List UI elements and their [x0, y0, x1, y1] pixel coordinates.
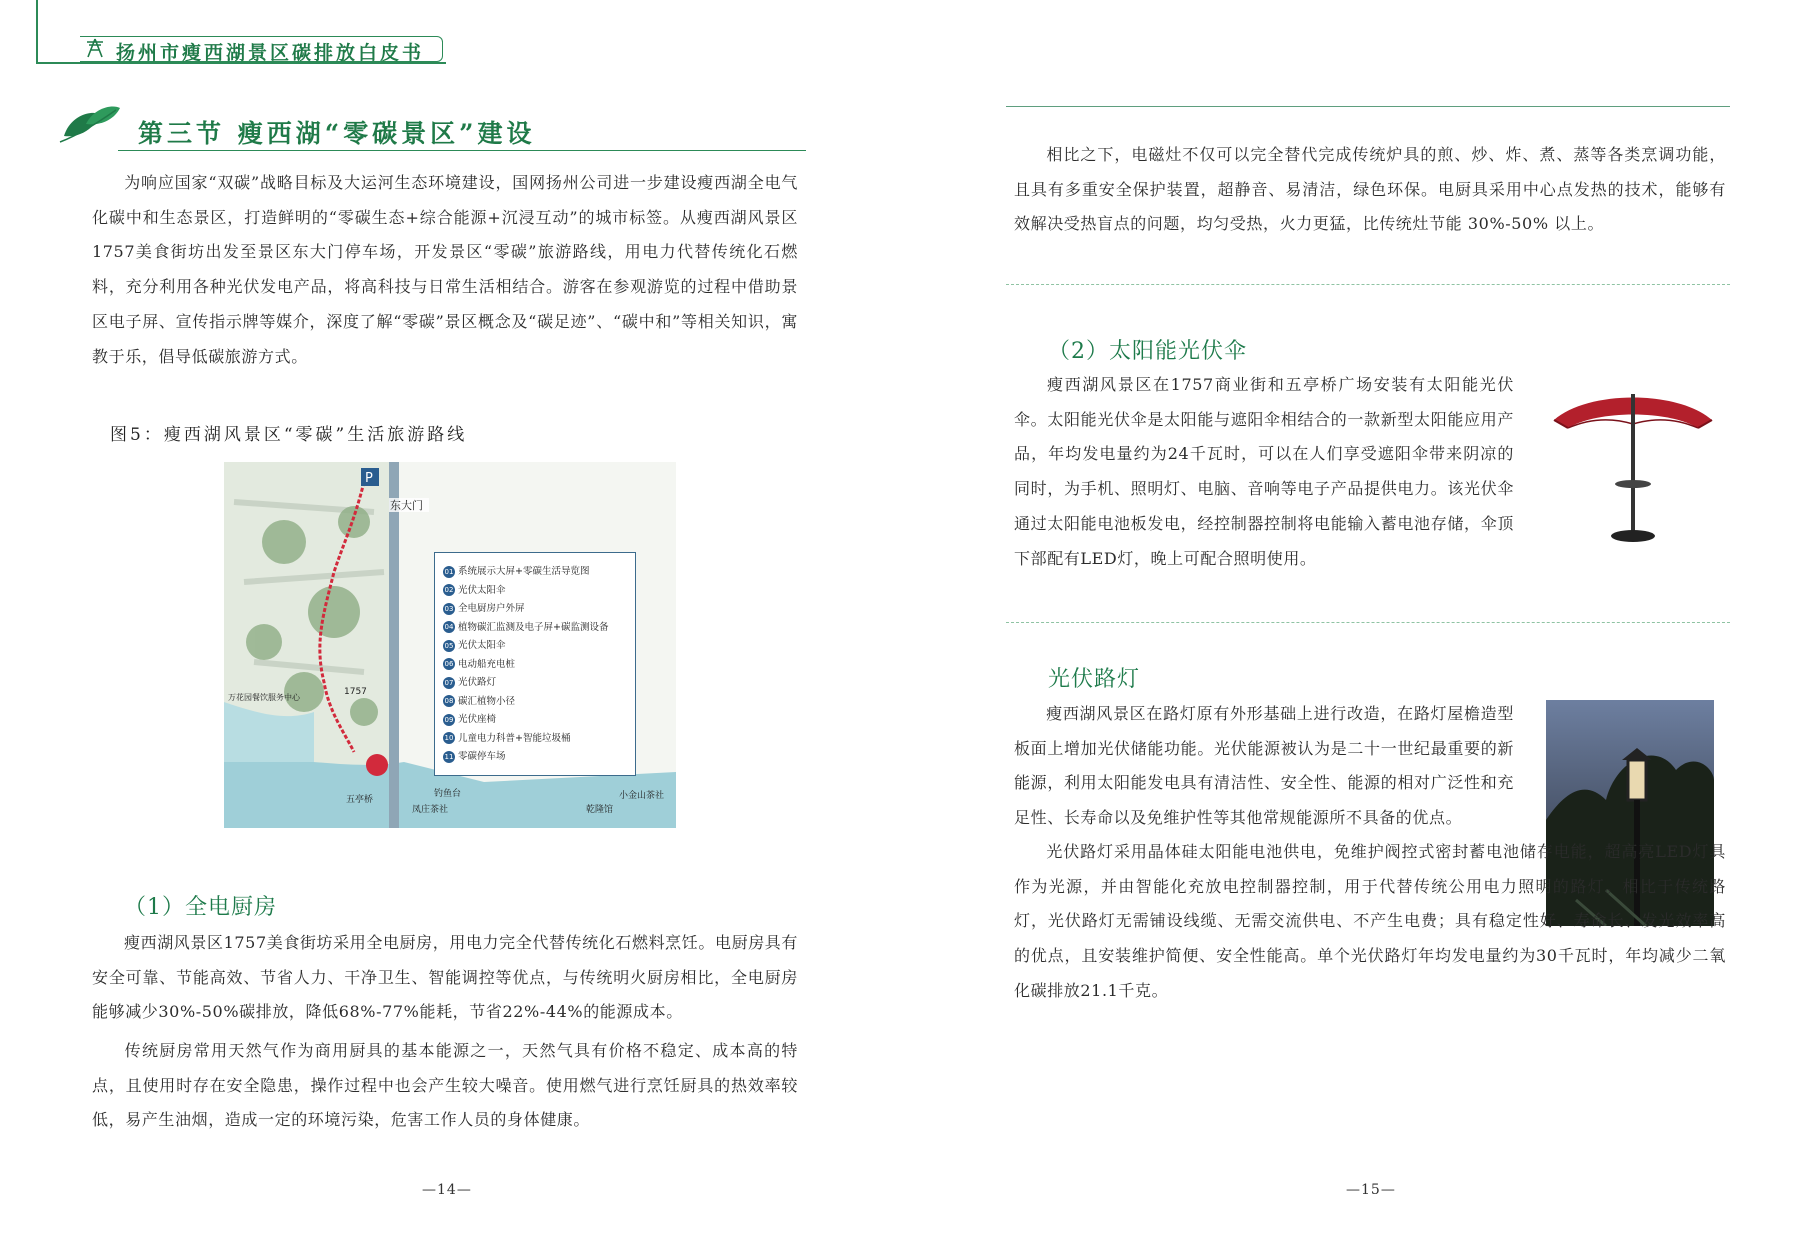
- legend-text: 植物碳汇监测及电子屏+碳监测设备: [458, 621, 609, 633]
- top-rule: [1006, 106, 1730, 107]
- legend-text: 光伏太阳伞: [458, 640, 506, 651]
- legend-number: 08: [444, 697, 454, 705]
- map-label-wanhua: 万花园餐饮服务中心: [228, 693, 300, 702]
- route-map: [224, 462, 676, 828]
- legend-text: 光伏座椅: [458, 714, 497, 725]
- map-label-fengting: 凤庄茶社: [412, 805, 449, 815]
- legend-item: [443, 656, 515, 671]
- legend-text: 光伏路灯: [458, 677, 497, 688]
- legend-number: 10: [444, 734, 454, 742]
- legend-text: 零碳停车场: [458, 751, 506, 762]
- legend-text: 儿童电力科普+智能垃圾桶: [458, 732, 571, 744]
- map-label-wuting: 五亭桥: [346, 795, 374, 805]
- figure-caption: 图5：瘦西湖风景区“零碳”生活旅游路线: [110, 425, 468, 445]
- intro-paragraph: 为响应国家“双碳”战略目标及大运河生态环境建设，国网扬州公司进一步建设瘦西湖全电气化碳中和生态景区，打造鲜明的“零碳生态+综合能源+沉浸互动”的城市标签。从瘦西湖风景区1757美食街坊出发至景区东大门停车场，开发景区“零碳”旅游路线，用电力代替传统化石燃料，充分利用各种光伏发电产品，将高科技与日常生活相结合。游客在参观游览的过程中借助景区电子屏、宣传指示牌等媒介，深度了解“零碳”景区概念及“碳足迹”、“碳中和”等相关知识，寓教于乐，倡导低碳旅游方式。: [92, 173, 798, 366]
- legend-text: 全电厨房户外屏: [458, 603, 525, 614]
- legend-number: 01: [444, 567, 454, 576]
- section-underline: [118, 150, 806, 151]
- legend-number: 04: [444, 623, 454, 631]
- streetlight-paragraph-2: 光伏路灯采用晶体硅太阳能电池供电，免维护阀控式密封蓄电池储存电能，超高亮LED灯具作为光源，并由智能化充放电控制器控制，用于代替传统公用电力照明的路灯。相比于传统路灯，光伏路灯无需铺设线缆、无需交流供电、不产生电费；具有稳定性好、寿命长、发光效率高的优点，且安装维护简便、安全性能高。单个光伏路灯年均发电量约为30千瓦时，年均减少二氧化碳排放21.1千克。: [1014, 842, 1726, 1000]
- kitchen-paragraph-2: 传统厨房常用天然气作为商用厨具的基本能源之一，天然气具有价格不稳定、成本高的特点，且使用时存在安全隐患，操作过程中也会产生较大噪音。使用燃气进行烹饪厨具的热效率较低，易产生油烟，造成一定的环境污染，危害工作人员的身体健康。: [92, 1041, 798, 1130]
- legend-number: 03: [444, 604, 454, 613]
- subheading-electric-kitchen: （1）全电厨房: [124, 895, 277, 920]
- legend-item: [443, 730, 570, 745]
- umbrella-paragraph: 瘦西湖风景区在1757商业街和五亭桥广场安装有太阳能光伏伞。太阳能光伏伞是太阳能与遮阳伞相结合的一款新型太阳能应用产品，年均发电量约为24千瓦时，可以在人们享受遮阳伞带来阴凉的同时，为手机、照明灯、电脑、音响等电子产品提供电力。该光伏伞通过太阳能电池板发电，经控制器控制将电能输入蓄电池存储，伞顶下部配有LED灯，晚上可配合照明使用。: [1014, 375, 1514, 568]
- streetlight-paragraph-1: 瘦西湖风景区在路灯原有外形基础上进行改造，在路灯屋檐造型板面上增加光伏储能功能。光伏能源被认为是二十一世纪最重要的新能源，利用太阳能发电具有清洁性、安全性、能源的相对广泛性和充足性、长寿命以及免维护性等其他常规能源所不具备的优点。: [1014, 704, 1514, 828]
- section-title: 第三节 瘦西湖“零碳景区”建设: [138, 119, 536, 148]
- legend-item: [443, 619, 608, 634]
- legend-item: [443, 674, 496, 689]
- legend-number: 05: [444, 641, 454, 650]
- divider-2: [1006, 622, 1730, 623]
- legend-item: [443, 563, 589, 578]
- map-label-qianlong: 乾隆馆: [586, 805, 614, 815]
- legend-text: 电动船充电桩: [458, 658, 516, 670]
- legend-item: [443, 582, 506, 597]
- legend-item: [443, 600, 525, 615]
- kitchen-paragraph-1: 瘦西湖风景区1757美食街坊采用全电厨房，用电力完全代替传统化石燃料烹饪。电厨房具有安全可靠、节能高效、节省人力、干净卫生、智能调控等优点，与传统明火厨房相比，全电厨房能够减少30%-50%碳排放，降低68%-77%能耗，节省22%-44%的能源成本。: [92, 933, 798, 1022]
- tower-icon: [84, 37, 106, 59]
- page-number-left: —14—: [422, 1182, 472, 1198]
- legend-number: 02: [444, 586, 454, 594]
- subheading-solar-streetlight: 光伏路灯: [1048, 667, 1141, 692]
- header-title: 扬州市瘦西湖景区碳排放白皮书: [116, 42, 425, 64]
- page-number-right: —15—: [1346, 1182, 1396, 1198]
- legend-item: [443, 711, 496, 726]
- subheading-solar-umbrella: （2）太阳能光伏伞: [1048, 339, 1247, 364]
- legend-item: [443, 748, 506, 763]
- map-label-xiaojinshan: 小金山茶社: [619, 791, 665, 801]
- solar-umbrella-image: [1548, 384, 1718, 546]
- legend-number: 07: [444, 678, 454, 687]
- legend-item: [443, 637, 506, 652]
- map-label-east-gate: 东大门: [390, 499, 423, 512]
- map-label-1757: 1757: [344, 687, 367, 697]
- map-label-diaoyutai: 钓鱼台: [434, 789, 462, 799]
- legend-text: 系统展示大屏+零碳生活导览图: [458, 566, 590, 577]
- map-legend: [434, 552, 636, 776]
- divider-1: [1006, 284, 1730, 285]
- legend-number: 09: [444, 715, 454, 724]
- legend-number: 06: [444, 660, 454, 668]
- svg-text:P: P: [365, 471, 373, 486]
- legend-item: [443, 693, 515, 708]
- legend-number: 11: [444, 752, 454, 761]
- induction-paragraph: 相比之下，电磁灶不仅可以完全替代完成传统炉具的煎、炒、炸、煮、蒸等各类烹调功能，且具有多重安全保护装置，超静音、易清洁，绿色环保。电厨具采用中心点发热的技术，能够有效解决受热盲点的问题，均匀受热，火力更猛，比传统灶节能 30%-50% 以上。: [1014, 145, 1726, 234]
- legend-text: 光伏太阳伞: [458, 584, 506, 596]
- legend-text: 碳汇植物小径: [458, 695, 516, 707]
- leaf-icon: [56, 102, 122, 146]
